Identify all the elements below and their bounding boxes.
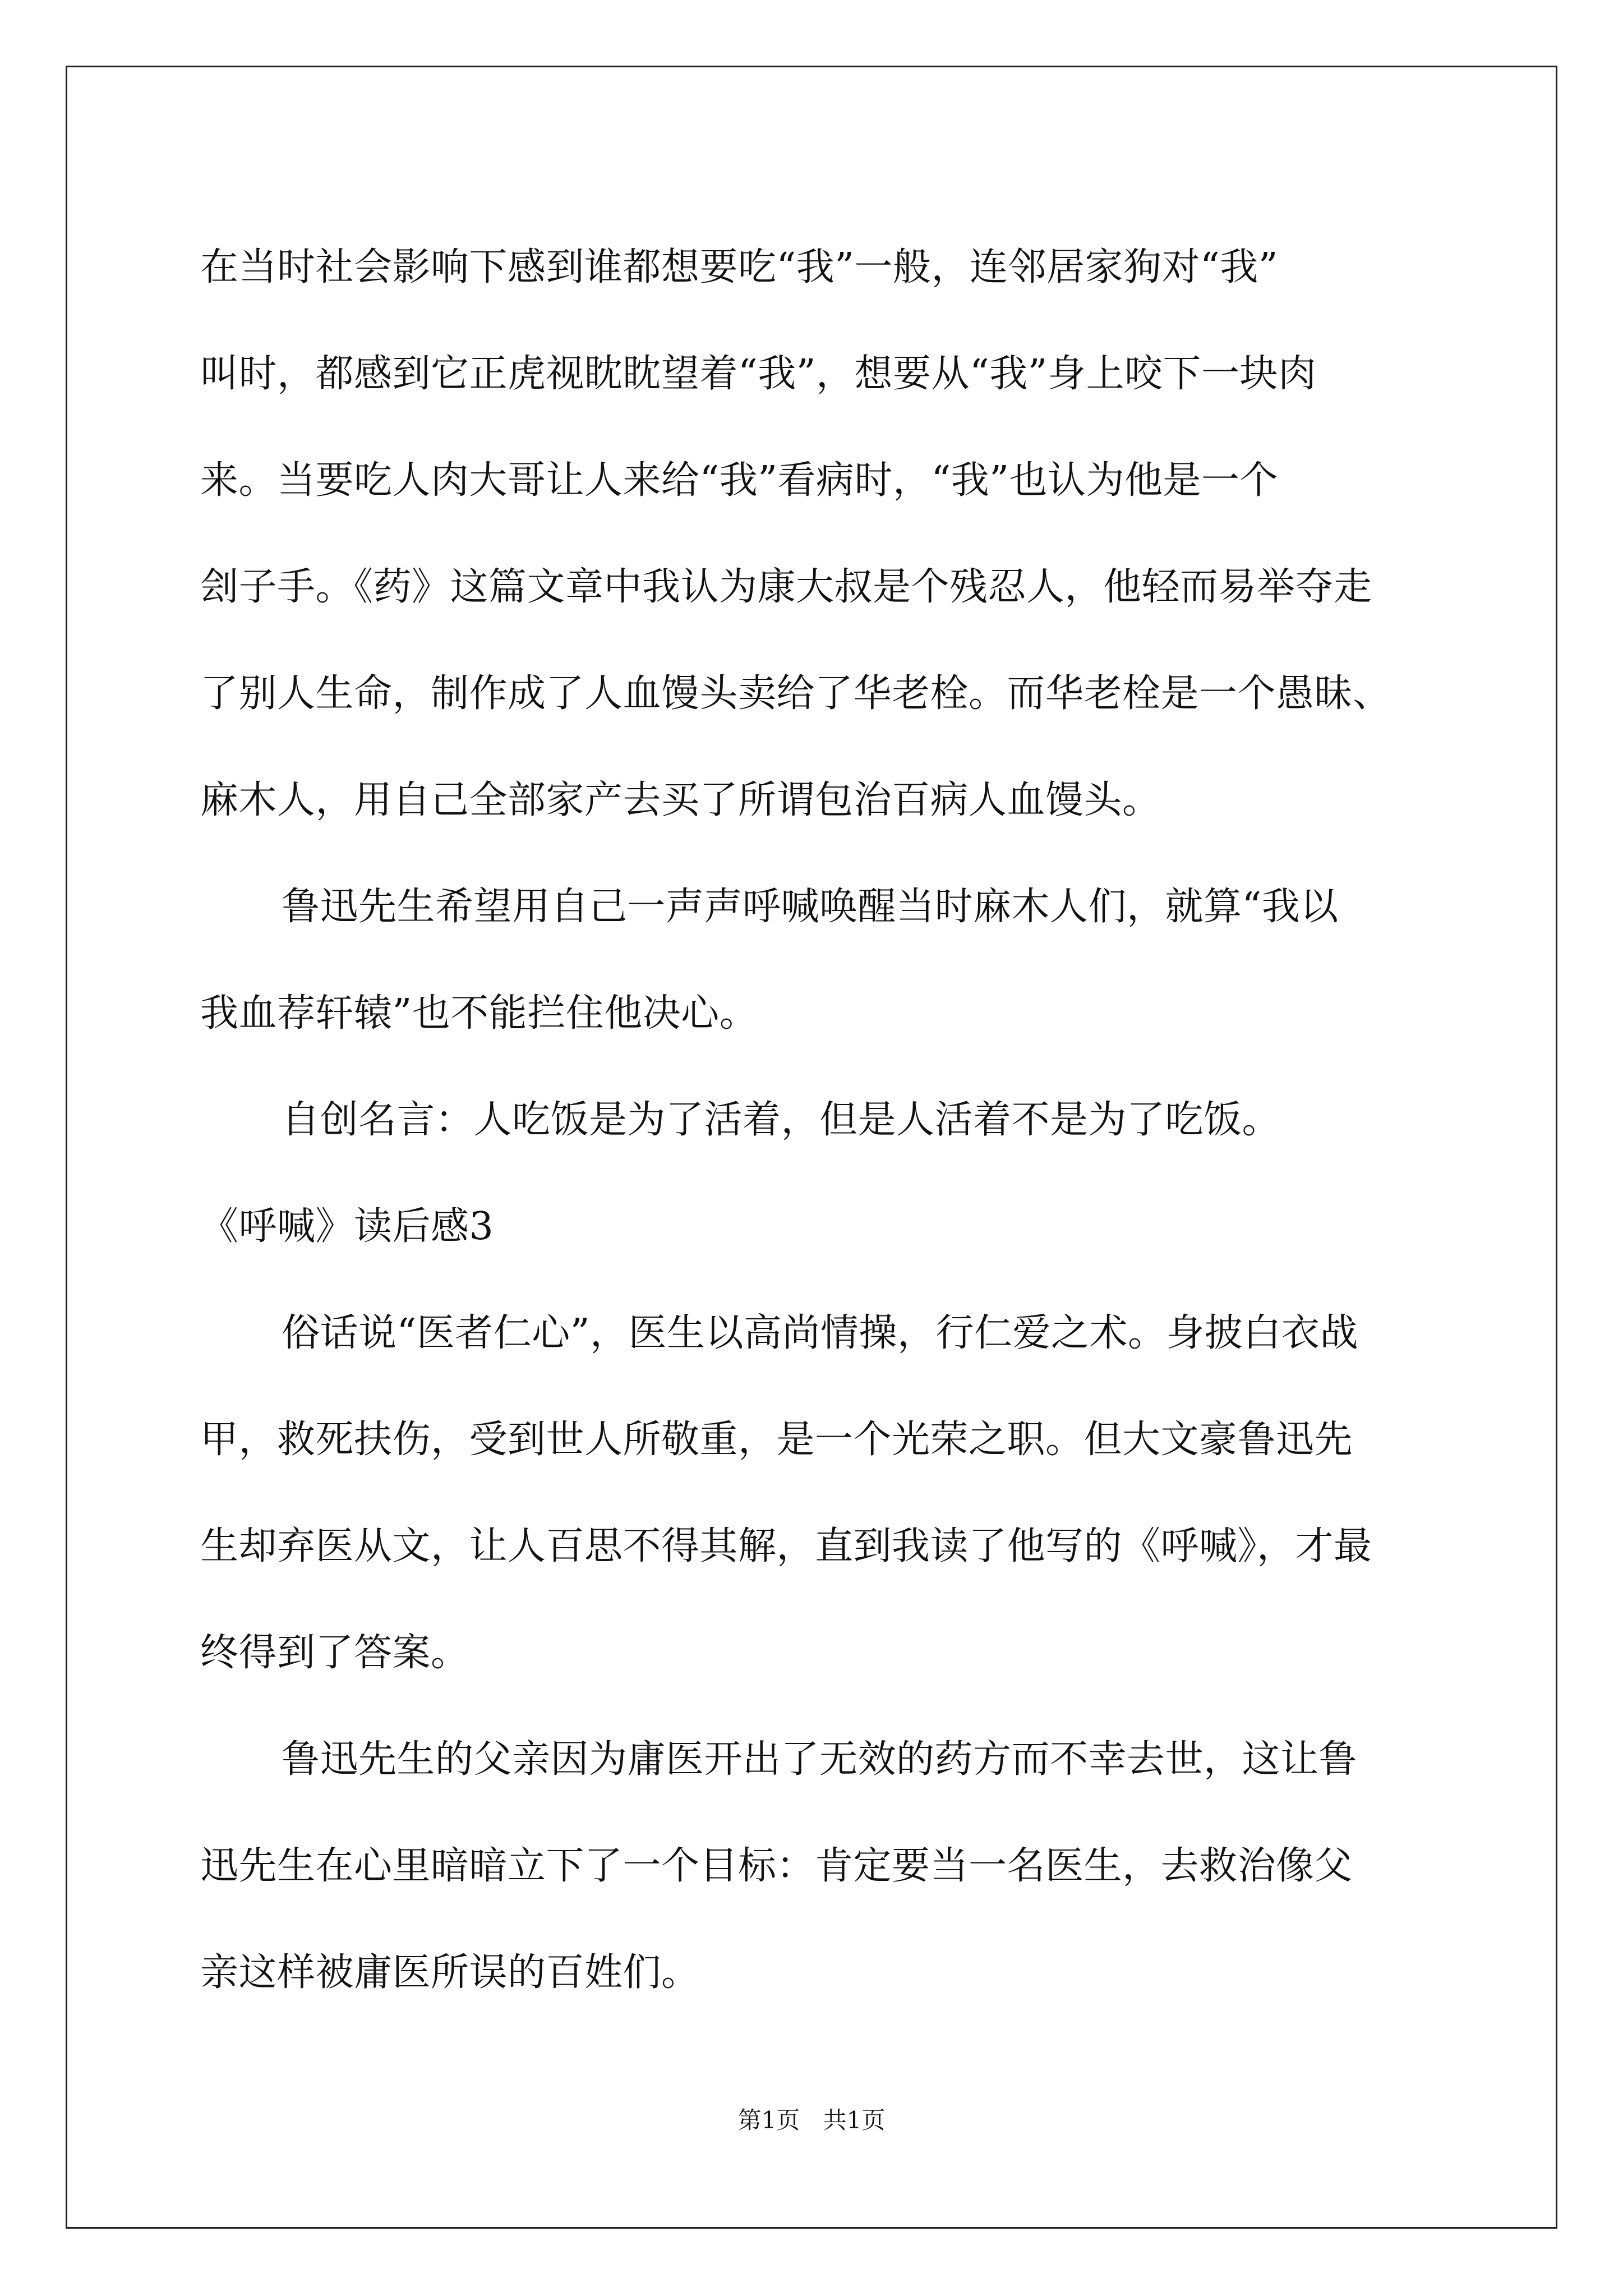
section-heading: 《呼喊》读后感3 bbox=[200, 1204, 494, 1249]
paragraph-line: 刽子手。《药》这篇文章中我认为康大叔是个残忍人，他轻而易举夺走 bbox=[200, 565, 1372, 609]
paragraph-line: 俗话说“医者仁心”，医生以高尚情操，行仁爱之术。身披白衣战 bbox=[282, 1311, 1359, 1355]
paragraph-line: 甲，救死扶伤，受到世人所敬重，是一个光荣之职。但大文豪鲁迅先 bbox=[200, 1418, 1353, 1462]
paragraph-line: 麻木人，用自己全部家产去买了所谓包治百病人血馒头。 bbox=[200, 778, 1161, 822]
paragraph-line: 亲这样被庸医所误的百姓们。 bbox=[200, 1950, 700, 1995]
paragraph-line: 我血荐轩辕”也不能拦住他决心。 bbox=[200, 991, 758, 1036]
page-footer bbox=[0, 2104, 1623, 2137]
page-total: 共1页 bbox=[823, 2106, 886, 2134]
paragraph-line: 迅先生在心里暗暗立下了一个目标：肯定要当一名医生，去救治像父 bbox=[200, 1844, 1353, 1888]
paragraph-line: 自创名言：人吃饭是为了活着，但是人活着不是为了吃饭。 bbox=[282, 1098, 1281, 1142]
paragraph-line: 了别人生命，制作成了人血馒头卖给了华老栓。而华老栓是一个愚昧、 bbox=[200, 671, 1391, 716]
paragraph-line: 来。当要吃人肉大哥让人来给“我”看病时，“我”也认为他是一个 bbox=[200, 458, 1279, 503]
paragraph-line: 鲁迅先生的父亲因为庸医开出了无效的药方而不幸去世，这让鲁 bbox=[282, 1737, 1358, 1782]
paragraph-line: 生却弃医从文，让人百思不得其解，直到我读了他写的《呼喊》，才最 bbox=[200, 1524, 1372, 1568]
paragraph-line: 叫时，都感到它正虎视眈眈望着“我”，想要从“我”身上咬下一块肉 bbox=[200, 352, 1317, 396]
paragraph-line: 鲁迅先生希望用自己一声声呼喊唤醒当时麻木人们，就算“我以 bbox=[282, 885, 1339, 929]
document-body bbox=[200, 214, 1445, 2026]
paragraph-line: 在当时社会影响下感到谁都想要吃“我”一般，连邻居家狗对“我” bbox=[200, 245, 1279, 289]
paragraph-line: 终得到了答案。 bbox=[200, 1631, 469, 1675]
page-number: 第1页 bbox=[737, 2106, 800, 2134]
